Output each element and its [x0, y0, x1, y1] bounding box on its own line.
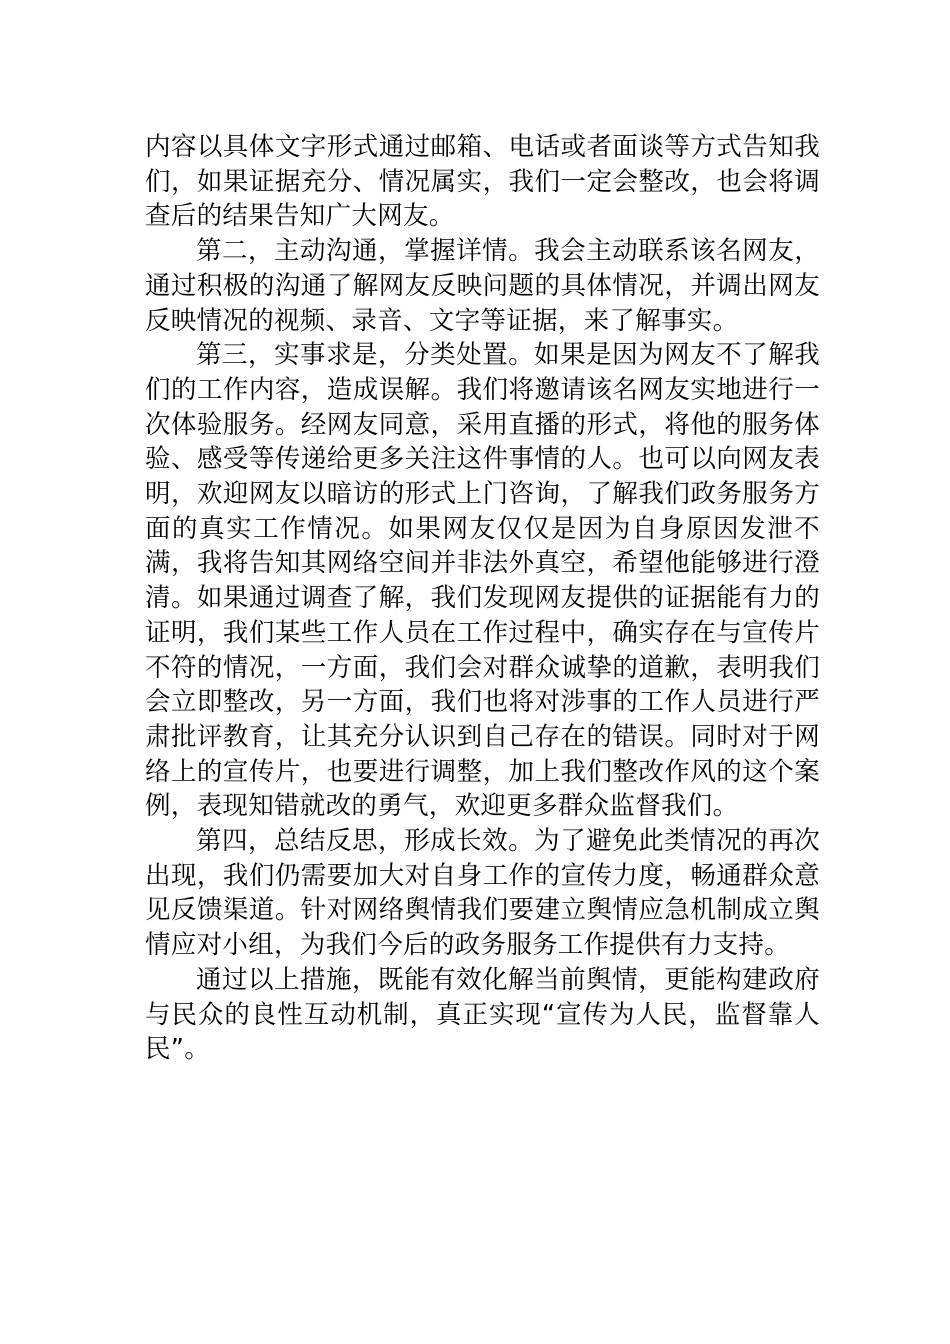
paragraph-4: 第四，总结反思，形成长效。为了避免此类情况的再次出现，我们仍需要加大对自身工作的宣传力度，畅通群众意见反馈渠道。针对网络舆情我们要建立舆情应急机制成立舆情应对小组，为我们今后的政务服务工作提供有力支持。 [145, 826, 820, 961]
paragraph-2: 第二，主动沟通，掌握详情。我会主动联系该名网友，通过积极的沟通了解网友反映问题的具体情况，并调出网友反映情况的视频、录音、文字等证据，来了解事实。 [145, 236, 820, 336]
paragraph-3: 第三，实事求是，分类处置。如果是因为网友不了解我们的工作内容，造成误解。我们将邀请该名网友实地进行一次体验服务。经网友同意，采用直播的形式，将他的服务体验、感受等传递给更多关注这件事情的人。也可以向网友表明，欢迎网友以暗访的形式上门咨询，了解我们政务服务方面的真实工作情况。如果网友仅仅是因为自身原因发泄不满，我将告知其网络空间并非法外真空，希望他能够进行澄清。如果通过调查了解，我们发现网友提供的证据能有力的证明，我们某些工作人员在工作过程中，确实存在与宣传片不符的情况，一方面，我们会对群众诚挚的道歉，表明我们会立即整改，另一方面，我们也将对涉事的工作人员进行严肃批评教育，让其充分认识到自己存在的错误。同时对于网络上的宣传片，也要进行调整，加上我们整改作风的这个案例，表现知错就改的勇气，欢迎更多群众监督我们。 [145, 340, 820, 822]
paragraph-1: 内容以具体文字形式通过邮箱、电话或者面谈等方式告知我们，如果证据充分、情况属实，我们一定会整改，也会将调查后的结果告知广大网友。 [145, 132, 820, 232]
paragraph-5: 通过以上措施，既能有效化解当前舆情，更能构建政府与民众的良性互动机制，真正实现“宣传为人民，监督靠人民”。 [145, 964, 820, 1065]
document-body [145, 130, 820, 1067]
